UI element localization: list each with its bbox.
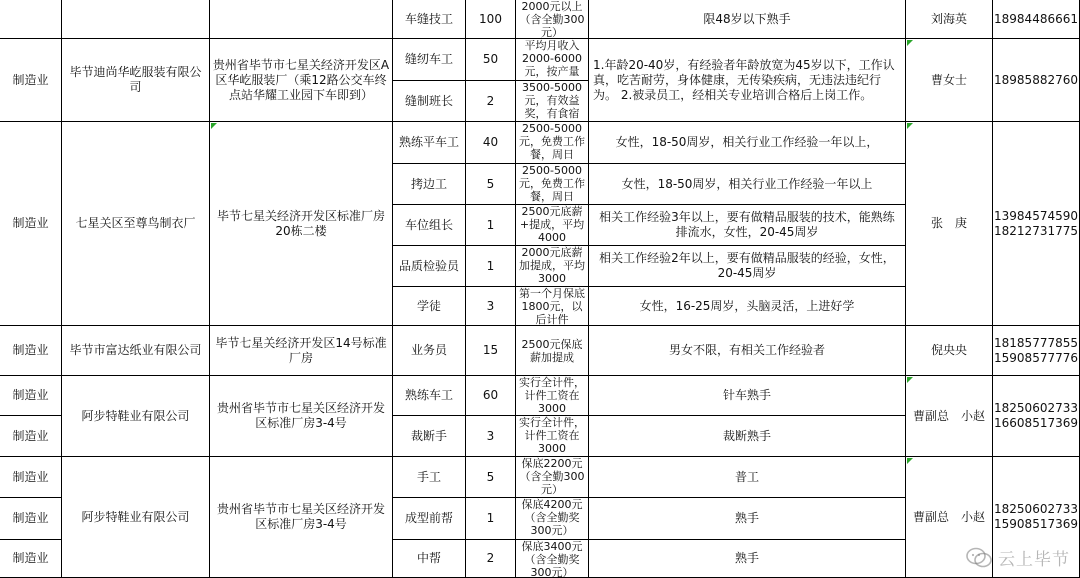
requirement-cell: 相关工作经验3年以上，要有做精品服装的技术，能熟练排流水，女性，20-45周岁 — [589, 205, 906, 246]
count-cell: 100 — [466, 0, 516, 39]
position-cell: 拷边工 — [393, 164, 466, 205]
wechat-icon — [966, 547, 992, 569]
address-cell: 毕节七星关经济开发区14号标准厂房 — [210, 326, 393, 376]
phone-cell: 18985882760 — [993, 39, 1080, 122]
address-cell: 贵州省毕节市七星关区经济开发区标准厂房3-4号 — [210, 457, 393, 578]
address-cell: 贵州省毕节市七星关区经济开发区标准厂房3-4号 — [210, 376, 393, 457]
position-cell: 熟练车工 — [393, 376, 466, 416]
position-cell: 缝制班长 — [393, 81, 466, 122]
table-cell — [210, 0, 393, 39]
contact-cell: 张 庚 — [906, 122, 993, 326]
count-cell: 1 — [466, 498, 516, 540]
company-cell: 阿步特鞋业有限公司 — [62, 457, 210, 578]
contact-cell: 曹女士 — [906, 39, 993, 122]
position-cell: 车缝技工 — [393, 0, 466, 39]
requirement-cell: 相关工作经验2年以上，要有做精品服装的经验，女性，20-45周岁 — [589, 246, 906, 287]
company-cell: 毕节市富达纸业有限公司 — [62, 326, 210, 376]
company-cell: 毕节迪尚华屹服装有限公司 — [62, 39, 210, 122]
salary-cell: 第一个月保底1800元，以后计件 — [516, 287, 589, 326]
cell-marker — [907, 458, 913, 464]
requirement-cell: 普工 — [589, 457, 906, 498]
requirement-cell: 熟手 — [589, 498, 906, 540]
phone-cell: 18250602733 16608517369 — [993, 376, 1080, 457]
company-cell: 七星关区至尊鸟制衣厂 — [62, 122, 210, 326]
count-cell: 5 — [466, 457, 516, 498]
salary-cell: 3500-5000元，有效益奖，有食宿 — [516, 81, 589, 122]
position-cell: 熟练平车工 — [393, 122, 466, 164]
count-cell: 5 — [466, 164, 516, 205]
industry-cell: 制造业 — [0, 39, 62, 122]
salary-cell: 2000元底薪加提成，平均3000 — [516, 246, 589, 287]
count-cell: 50 — [466, 39, 516, 81]
address-cell: 贵州省毕节市七星关经济开发区A区华屹服装厂（乘12路公交车终点站华耀工业园下车即到） — [210, 39, 393, 122]
count-cell: 3 — [466, 416, 516, 457]
requirement-cell: 1.年龄20-40岁，有经验者年龄放宽为45岁以下，工作认真，吃苦耐劳，身体健康，无传染疾病，无违法违纪行为。 2.被录员工，经相关专业培训合格后上岗工作。 — [589, 39, 906, 122]
address-cell: 毕节七星关经济开发区标准厂房20栋二楼 — [210, 122, 393, 326]
salary-cell: 保底4200元（含全勤奖300元） — [516, 498, 589, 540]
requirement-cell: 熟手 — [589, 540, 906, 578]
industry-cell: 制造业 — [0, 498, 62, 540]
phone-cell: 18185777855 15908577776 — [993, 326, 1080, 376]
industry-cell: 制造业 — [0, 416, 62, 457]
watermark-text: 云上毕节 — [998, 550, 1070, 570]
company-cell: 阿步特鞋业有限公司 — [62, 376, 210, 457]
salary-cell: 实行全计件，计件工资在3000 — [516, 376, 589, 416]
phone-cell: 18984486661 — [993, 0, 1080, 39]
salary-cell: 2500-5000元，免费工作餐，周日 — [516, 164, 589, 205]
requirement-cell: 裁断熟手 — [589, 416, 906, 457]
count-cell: 15 — [466, 326, 516, 376]
count-cell: 3 — [466, 287, 516, 326]
cell-marker — [907, 377, 913, 383]
table-cell — [62, 0, 210, 39]
count-cell: 1 — [466, 246, 516, 287]
position-cell: 中帮 — [393, 540, 466, 578]
position-cell: 品质检验员 — [393, 246, 466, 287]
industry-cell: 制造业 — [0, 122, 62, 326]
requirement-cell: 女性，18-50周岁，相关行业工作经验一年以上， — [589, 122, 906, 164]
position-cell: 成型前帮 — [393, 498, 466, 540]
requirement-cell: 女性，18-50周岁，相关行业工作经验一年以上 — [589, 164, 906, 205]
count-cell: 2 — [466, 540, 516, 578]
industry-cell: 制造业 — [0, 376, 62, 416]
salary-cell: 保底2200元（含全勤300元） — [516, 457, 589, 498]
industry-cell: 制造业 — [0, 326, 62, 376]
industry-cell: 制造业 — [0, 457, 62, 498]
salary-cell: 2000元以上（含全勤300元） — [516, 0, 589, 39]
salary-cell: 2500元保底薪加提成 — [516, 326, 589, 376]
requirement-cell: 针车熟手 — [589, 376, 906, 416]
salary-cell: 保底3400元（含全勤奖300元） — [516, 540, 589, 578]
contact-cell: 刘海英 — [906, 0, 993, 39]
count-cell: 2 — [466, 81, 516, 122]
position-cell: 学徒 — [393, 287, 466, 326]
salary-cell: 2500-5000元，免费工作餐，周日 — [516, 122, 589, 164]
watermark — [966, 545, 1070, 570]
count-cell: 60 — [466, 376, 516, 416]
position-cell: 车位组长 — [393, 205, 466, 246]
requirement-cell: 女性，16-25周岁，头脑灵活，上进好学 — [589, 287, 906, 326]
table-cell — [0, 0, 62, 39]
contact-cell: 曹副总 小赵 — [906, 457, 993, 578]
count-cell: 1 — [466, 205, 516, 246]
cell-marker — [907, 40, 913, 46]
salary-cell: 2500元底薪+提成，平均4000 — [516, 205, 589, 246]
position-cell: 缝纫车工 — [393, 39, 466, 81]
phone-cell: 18250602733 15908517369 — [993, 457, 1080, 578]
requirement-cell: 男女不限，有相关工作经验者 — [589, 326, 906, 376]
contact-cell: 倪央央 — [906, 326, 993, 376]
phone-cell: 13984574590 18212731775 — [993, 122, 1080, 326]
position-cell: 裁断手 — [393, 416, 466, 457]
cell-marker — [211, 123, 217, 129]
industry-cell: 制造业 — [0, 540, 62, 578]
requirement-cell: 限48岁以下熟手 — [589, 0, 906, 39]
salary-cell: 平均月收入2000-6000元，按产量 — [516, 39, 589, 81]
cell-marker — [907, 123, 913, 129]
position-cell: 业务员 — [393, 326, 466, 376]
count-cell: 40 — [466, 122, 516, 164]
contact-cell: 曹副总 小赵 — [906, 376, 993, 457]
salary-cell: 实行全计件，计件工资在3000 — [516, 416, 589, 457]
position-cell: 手工 — [393, 457, 466, 498]
